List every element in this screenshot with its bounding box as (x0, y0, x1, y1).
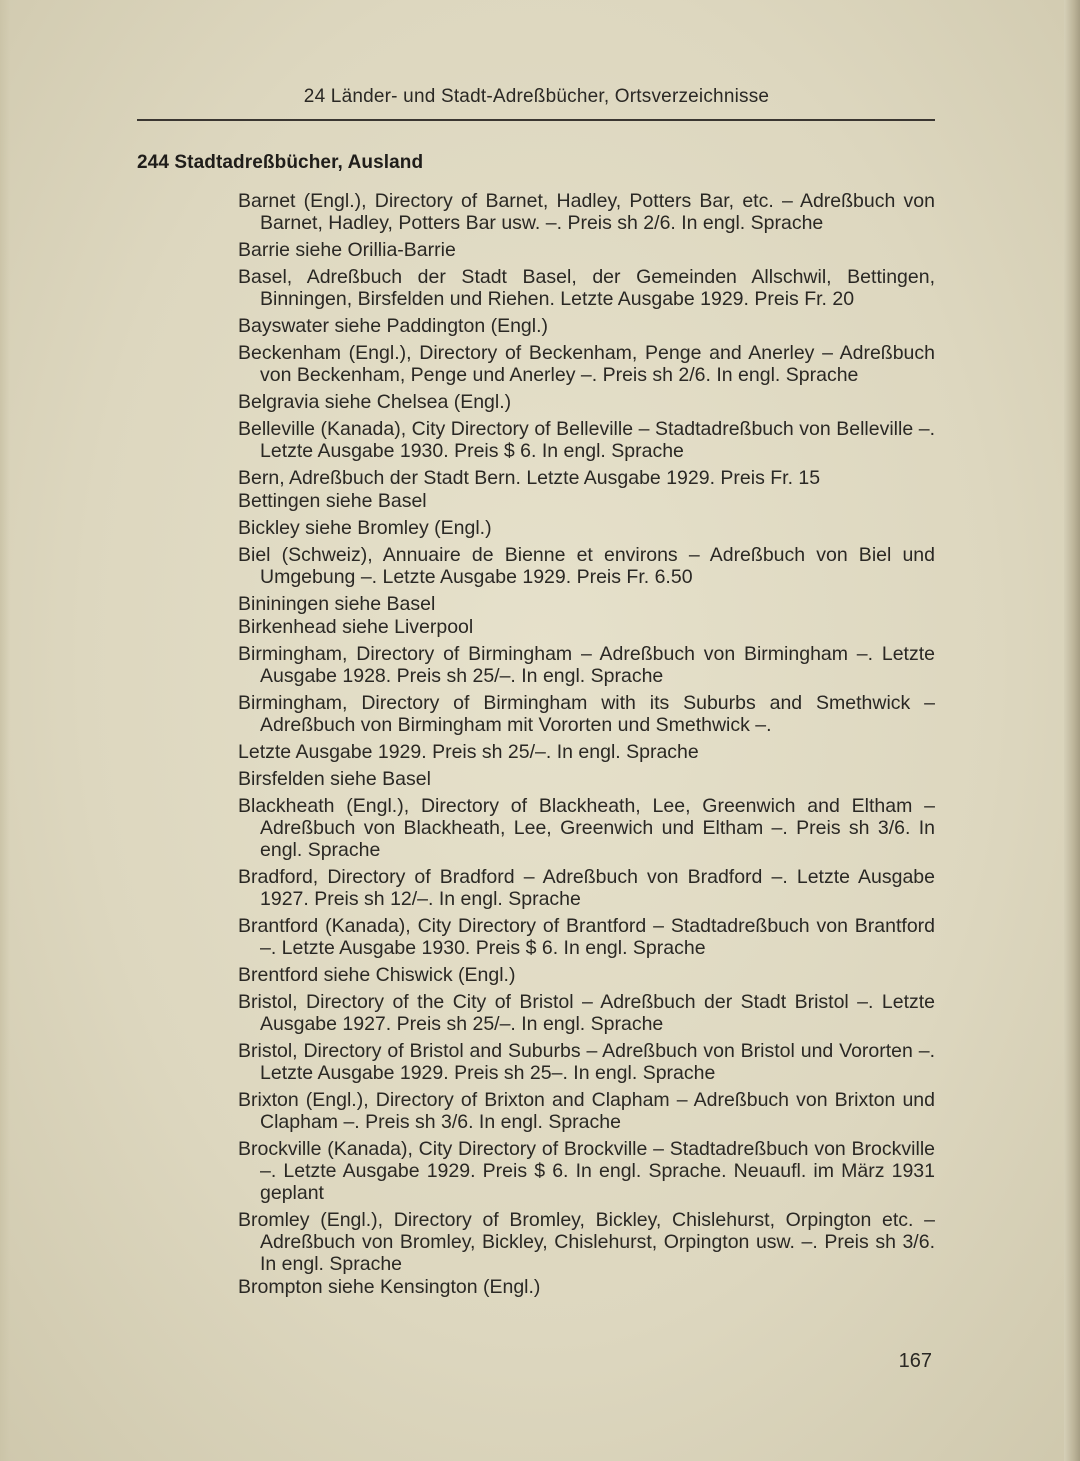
list-item: Basel, Adreßbuch der Stadt Basel, der Gemeinden Allschwil, Bettingen, Binningen, Birsfelden und Riehen. Letzte Ausgabe 1929. Preis Fr. 20 (238, 266, 935, 310)
list-item: Bern, Adreßbuch der Stadt Bern. Letzte Ausgabe 1929. Preis Fr. 15 (238, 467, 821, 489)
list-item: Belleville (Kanada), City Directory of Belleville – Stadtadreßbuch von Belleville –. Letzte Ausgabe 1930. Preis $ 6. In engl. Sprache (238, 418, 935, 462)
page-gutter-shadow (0, 0, 10, 1461)
entry-list (238, 190, 935, 1303)
list-item: Letzte Ausgabe 1929. Preis sh 25/–. In engl. Sprache (238, 741, 699, 763)
list-item: Brompton siehe Kensington (Engl.) (238, 1276, 541, 1298)
list-item: Birmingham, Directory of Birmingham – Adreßbuch von Birmingham –. Letzte Ausgabe 1928. Preis sh 25/–. In engl. Sprache (238, 643, 935, 687)
list-item: Barrie siehe Orillia-Barrie (238, 239, 456, 261)
running-head: 24 Länder- und Stadt-Adreßbücher, Ortsverzeichnisse (303, 86, 770, 107)
list-item: Belgravia siehe Chelsea (Engl.) (238, 391, 512, 413)
list-item: Birkenhead siehe Liverpool (238, 616, 474, 638)
list-item: Barnet (Engl.), Directory of Barnet, Hadley, Potters Bar, etc. – Adreßbuch von Barnet, Hadley, Potters Bar usw. –. Preis sh 2/6. In engl. Sprache (238, 190, 935, 234)
list-item: Bayswater siehe Paddington (Engl.) (238, 315, 549, 337)
list-item: Bristol, Directory of Bristol and Suburbs – Adreßbuch von Bristol und Vororten –. Letzte Ausgabe 1929. Preis sh 25–. In engl. Sprache (238, 1040, 935, 1084)
list-item: Bininingen siehe Basel (238, 593, 436, 615)
list-item: Brixton (Engl.), Directory of Brixton and Clapham – Adreßbuch von Brixton und Clapham –. Preis sh 3/6. In engl. Sprache (238, 1089, 935, 1133)
list-item: Birsfelden siehe Basel (238, 768, 431, 790)
list-item: Brantford (Kanada), City Directory of Brantford – Stadtadreßbuch von Brantford –. Letzte Ausgabe 1930. Preis $ 6. In engl. Sprache (238, 915, 935, 959)
page-number: 167 (898, 1350, 932, 1372)
list-item: Bettingen siehe Basel (238, 490, 427, 512)
list-item: Beckenham (Engl.), Directory of Beckenham, Penge and Anerley – Adreßbuch von Beckenham, Penge und Anerley –. Preis sh 2/6. In engl. Sprache (238, 342, 935, 386)
list-item: Bromley (Engl.), Directory of Bromley, Bickley, Chislehurst, Orpington etc. – Adreßbuch von Bromley, Bickley, Chislehurst, Orpington usw. –. Preis sh 3/6. In engl. Sprache (238, 1209, 935, 1275)
list-item: Bickley siehe Bromley (Engl.) (238, 517, 492, 539)
list-item: Birmingham, Directory of Birmingham with its Suburbs and Smethwick – Adreßbuch von Birmingham mit Vororten und Smethwick –. (238, 692, 935, 736)
list-item: Bradford, Directory of Bradford – Adreßbuch von Bradford –. Letzte Ausgabe 1927. Preis sh 12/–. In engl. Sprache (238, 866, 935, 910)
list-item: Brockville (Kanada), City Directory of Brockville – Stadtadreßbuch von Brockville –. Letzte Ausgabe 1929. Preis $ 6. In engl. Sprache. Neuaufl. im März 1931 geplant (238, 1138, 935, 1204)
list-item: Blackheath (Engl.), Directory of Blackheath, Lee, Greenwich and Eltham – Adreßbuch von Blackheath, Lee, Greenwich und Eltham –. Preis sh 3/6. In engl. Sprache (238, 795, 935, 861)
list-item: Brentford siehe Chiswick (Engl.) (238, 964, 516, 986)
section-title: 244 Stadtadreßbücher, Ausland (137, 152, 424, 173)
header-rule (137, 119, 935, 121)
list-item: Bristol, Directory of the City of Bristol – Adreßbuch der Stadt Bristol –. Letzte Ausgabe 1927. Preis sh 25/–. In engl. Sprache (238, 991, 935, 1035)
list-item: Biel (Schweiz), Annuaire de Bienne et environs – Adreßbuch von Biel und Umgebung –. Letzte Ausgabe 1929. Preis Fr. 6.50 (238, 544, 935, 588)
page-edge-shadow (1064, 0, 1080, 1461)
